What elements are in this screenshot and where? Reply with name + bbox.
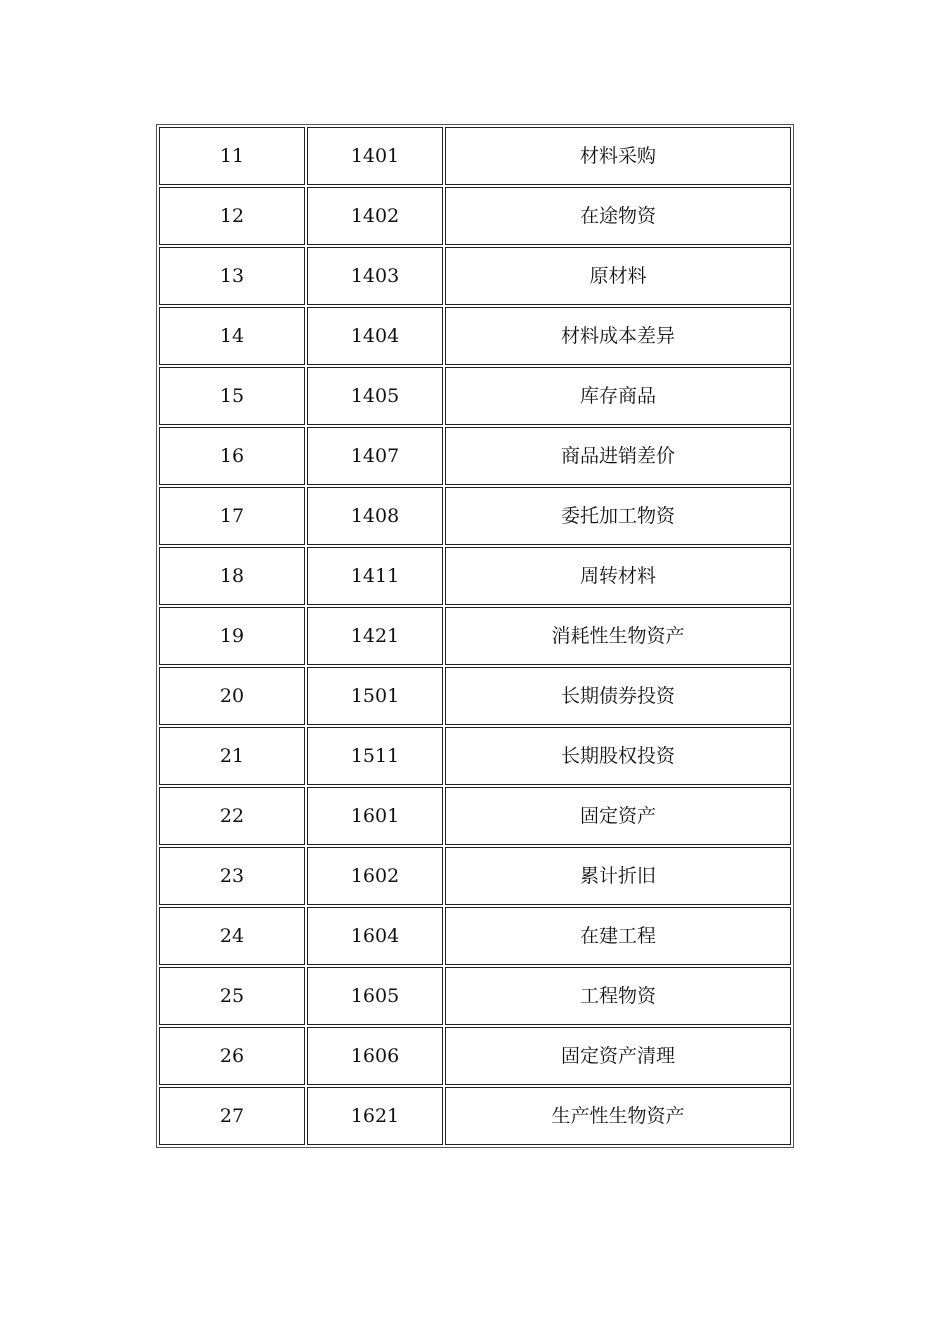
row-sequence-cell: 16	[159, 427, 305, 485]
account-code-cell: 1405	[307, 367, 443, 425]
account-code-cell: 1606	[307, 1027, 443, 1085]
table-row	[159, 967, 791, 1025]
account-name-cell: 长期债券投资	[445, 667, 791, 725]
account-code-cell: 1402	[307, 187, 443, 245]
account-name-cell: 累计折旧	[445, 847, 791, 905]
table-row	[159, 427, 791, 485]
account-name-cell: 材料成本差异	[445, 307, 791, 365]
table-row	[159, 847, 791, 905]
account-code-cell: 1404	[307, 307, 443, 365]
row-sequence-cell: 20	[159, 667, 305, 725]
account-code-cell: 1605	[307, 967, 443, 1025]
account-name-cell: 固定资产	[445, 787, 791, 845]
table-row	[159, 787, 791, 845]
account-name-cell: 在途物资	[445, 187, 791, 245]
account-code-cell: 1407	[307, 427, 443, 485]
accounts-table	[156, 124, 794, 1148]
row-sequence-cell: 12	[159, 187, 305, 245]
account-name-cell: 库存商品	[445, 367, 791, 425]
row-sequence-cell: 18	[159, 547, 305, 605]
account-code-cell: 1511	[307, 727, 443, 785]
table-row	[159, 307, 791, 365]
table-row	[159, 1027, 791, 1085]
account-code-cell: 1621	[307, 1087, 443, 1145]
account-name-cell: 商品进销差价	[445, 427, 791, 485]
row-sequence-cell: 21	[159, 727, 305, 785]
table-row	[159, 127, 791, 185]
account-name-cell: 委托加工物资	[445, 487, 791, 545]
account-code-cell: 1501	[307, 667, 443, 725]
row-sequence-cell: 22	[159, 787, 305, 845]
account-name-cell: 周转材料	[445, 547, 791, 605]
table-row	[159, 727, 791, 785]
account-code-cell: 1411	[307, 547, 443, 605]
account-code-cell: 1403	[307, 247, 443, 305]
row-sequence-cell: 26	[159, 1027, 305, 1085]
account-name-cell: 固定资产清理	[445, 1027, 791, 1085]
account-name-cell: 原材料	[445, 247, 791, 305]
table-row	[159, 667, 791, 725]
row-sequence-cell: 15	[159, 367, 305, 425]
account-name-cell: 在建工程	[445, 907, 791, 965]
row-sequence-cell: 14	[159, 307, 305, 365]
table-row	[159, 187, 791, 245]
table-row	[159, 907, 791, 965]
table-row	[159, 367, 791, 425]
account-code-cell: 1408	[307, 487, 443, 545]
row-sequence-cell: 25	[159, 967, 305, 1025]
account-name-cell: 长期股权投资	[445, 727, 791, 785]
account-name-cell: 生产性生物资产	[445, 1087, 791, 1145]
row-sequence-cell: 24	[159, 907, 305, 965]
account-name-cell: 消耗性生物资产	[445, 607, 791, 665]
account-code-cell: 1421	[307, 607, 443, 665]
table-row	[159, 247, 791, 305]
row-sequence-cell: 23	[159, 847, 305, 905]
table-row	[159, 547, 791, 605]
account-name-cell: 材料采购	[445, 127, 791, 185]
row-sequence-cell: 27	[159, 1087, 305, 1145]
account-code-cell: 1602	[307, 847, 443, 905]
row-sequence-cell: 19	[159, 607, 305, 665]
table-row	[159, 607, 791, 665]
row-sequence-cell: 13	[159, 247, 305, 305]
row-sequence-cell: 11	[159, 127, 305, 185]
accounts-table-body	[159, 127, 791, 1145]
account-code-cell: 1604	[307, 907, 443, 965]
table-row	[159, 1087, 791, 1145]
account-code-cell: 1401	[307, 127, 443, 185]
row-sequence-cell: 17	[159, 487, 305, 545]
account-code-cell: 1601	[307, 787, 443, 845]
account-name-cell: 工程物资	[445, 967, 791, 1025]
table-row	[159, 487, 791, 545]
